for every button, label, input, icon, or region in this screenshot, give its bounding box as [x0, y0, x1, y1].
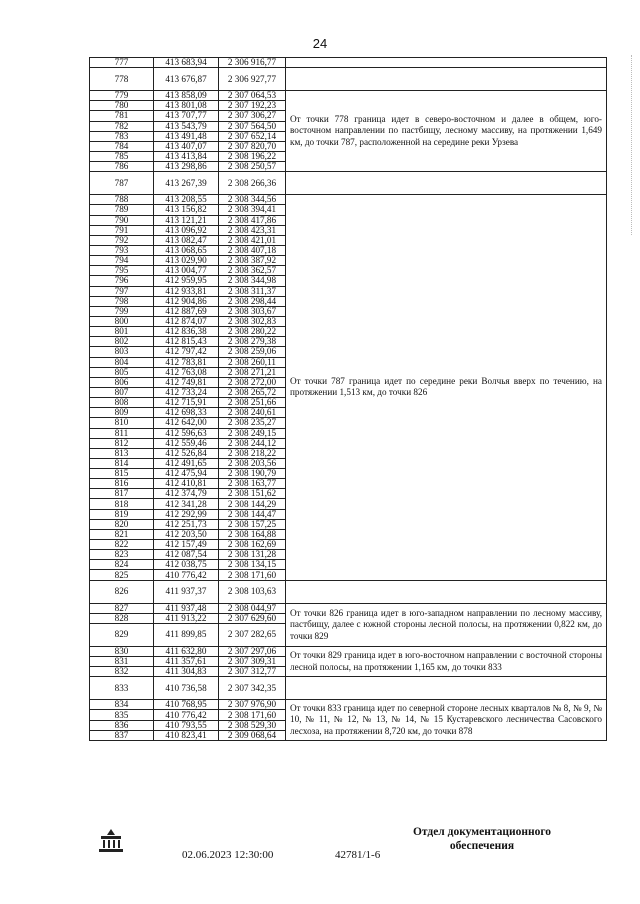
x-coordinate: 413 707,77	[154, 111, 219, 121]
x-coordinate: 410 793,55	[154, 720, 219, 730]
x-coordinate: 412 087,54	[154, 550, 219, 560]
point-number: 819	[90, 509, 154, 519]
point-number: 783	[90, 131, 154, 141]
point-number: 835	[90, 710, 154, 720]
x-coordinate: 413 029,90	[154, 256, 219, 266]
x-coordinate: 411 937,37	[154, 580, 219, 603]
y-coordinate: 2 308 235,27	[219, 418, 286, 428]
point-number: 778	[90, 68, 154, 91]
empty-description-cell	[286, 580, 607, 603]
x-coordinate: 412 874,07	[154, 316, 219, 326]
point-number: 811	[90, 428, 154, 438]
y-coordinate: 2 308 164,88	[219, 529, 286, 539]
point-number: 816	[90, 479, 154, 489]
x-coordinate: 412 157,49	[154, 540, 219, 550]
x-coordinate: 410 776,42	[154, 710, 219, 720]
y-coordinate: 2 308 162,69	[219, 540, 286, 550]
y-coordinate: 2 308 344,56	[219, 195, 286, 205]
y-coordinate: 2 308 259,06	[219, 347, 286, 357]
empty-description-cell	[286, 172, 607, 195]
point-number: 791	[90, 225, 154, 235]
point-number: 786	[90, 162, 154, 172]
point-number: 792	[90, 235, 154, 245]
x-coordinate: 413 156,82	[154, 205, 219, 215]
point-number: 806	[90, 377, 154, 387]
y-coordinate: 2 308 163,77	[219, 479, 286, 489]
table-row	[90, 580, 607, 603]
empty-description-cell	[286, 68, 607, 91]
x-coordinate: 412 698,33	[154, 408, 219, 418]
point-number: 826	[90, 580, 154, 603]
x-coordinate: 410 736,58	[154, 677, 219, 700]
x-coordinate: 412 526,84	[154, 448, 219, 458]
point-number: 798	[90, 296, 154, 306]
x-coordinate: 413 801,08	[154, 101, 219, 111]
x-coordinate: 411 899,85	[154, 623, 219, 646]
y-coordinate: 2 308 417,86	[219, 215, 286, 225]
registration-datetime: 02.06.2023 12:30:00	[182, 849, 274, 861]
point-number: 789	[90, 205, 154, 215]
point-number: 804	[90, 357, 154, 367]
x-coordinate: 413 208,55	[154, 195, 219, 205]
x-coordinate: 412 797,42	[154, 347, 219, 357]
table-row	[90, 68, 607, 91]
point-number: 787	[90, 172, 154, 195]
boundary-description: От точки 833 граница идет по северной стороне лесных кварталов № 8, № 9, № 10, № 11, № 12, № 13, № 14, № 15 Кустаревского лесничества Сасовского лесхоза, на протяжении 8,720 км, до точки 878	[286, 700, 607, 741]
x-coordinate: 412 596,63	[154, 428, 219, 438]
x-coordinate: 411 304,83	[154, 667, 219, 677]
x-coordinate: 411 632,80	[154, 646, 219, 656]
point-number: 834	[90, 700, 154, 710]
x-coordinate: 412 783,81	[154, 357, 219, 367]
y-coordinate: 2 308 302,83	[219, 316, 286, 326]
x-coordinate: 410 776,42	[154, 570, 219, 580]
registration-number: 42781/1-6	[335, 849, 381, 861]
x-coordinate: 412 559,46	[154, 438, 219, 448]
x-coordinate: 412 251,73	[154, 519, 219, 529]
x-coordinate: 412 933,81	[154, 286, 219, 296]
point-number: 797	[90, 286, 154, 296]
x-coordinate: 413 407,07	[154, 141, 219, 151]
x-coordinate: 412 959,95	[154, 276, 219, 286]
y-coordinate: 2 307 306,27	[219, 111, 286, 121]
y-coordinate: 2 307 312,77	[219, 667, 286, 677]
y-coordinate: 2 308 157,25	[219, 519, 286, 529]
table-row	[90, 91, 607, 101]
x-coordinate: 412 491,65	[154, 458, 219, 468]
point-number: 828	[90, 613, 154, 623]
y-coordinate: 2 308 144,29	[219, 499, 286, 509]
table-row	[90, 58, 607, 68]
y-coordinate: 2 308 218,22	[219, 448, 286, 458]
point-number: 813	[90, 448, 154, 458]
y-coordinate: 2 306 927,77	[219, 68, 286, 91]
point-number: 788	[90, 195, 154, 205]
point-number: 807	[90, 387, 154, 397]
y-coordinate: 2 307 309,31	[219, 657, 286, 667]
x-coordinate: 412 203,50	[154, 529, 219, 539]
x-coordinate: 411 357,61	[154, 657, 219, 667]
y-coordinate: 2 308 134,15	[219, 560, 286, 570]
y-coordinate: 2 307 820,70	[219, 141, 286, 151]
table-row	[90, 646, 607, 656]
point-number: 799	[90, 306, 154, 316]
point-number: 829	[90, 623, 154, 646]
y-coordinate: 2 308 190,79	[219, 469, 286, 479]
x-coordinate: 410 823,41	[154, 730, 219, 740]
point-number: 802	[90, 337, 154, 347]
x-coordinate: 413 413,84	[154, 151, 219, 161]
point-number: 814	[90, 458, 154, 468]
point-number: 824	[90, 560, 154, 570]
point-number: 812	[90, 438, 154, 448]
point-number: 785	[90, 151, 154, 161]
point-number: 803	[90, 347, 154, 357]
y-coordinate: 2 308 260,11	[219, 357, 286, 367]
x-coordinate: 412 836,38	[154, 327, 219, 337]
point-number: 817	[90, 489, 154, 499]
x-coordinate: 413 683,94	[154, 58, 219, 68]
point-number: 836	[90, 720, 154, 730]
y-coordinate: 2 308 279,38	[219, 337, 286, 347]
y-coordinate: 2 308 362,57	[219, 266, 286, 276]
x-coordinate: 412 815,43	[154, 337, 219, 347]
y-coordinate: 2 308 280,22	[219, 327, 286, 337]
y-coordinate: 2 308 044,97	[219, 603, 286, 613]
point-number: 801	[90, 327, 154, 337]
x-coordinate: 413 676,87	[154, 68, 219, 91]
point-number: 832	[90, 667, 154, 677]
x-coordinate: 411 937,48	[154, 603, 219, 613]
margin-marks	[631, 55, 636, 235]
y-coordinate: 2 308 303,67	[219, 306, 286, 316]
point-number: 782	[90, 121, 154, 131]
table-row	[90, 195, 607, 205]
x-coordinate: 412 374,79	[154, 489, 219, 499]
point-number: 827	[90, 603, 154, 613]
y-coordinate: 2 308 272,00	[219, 377, 286, 387]
boundary-description: От точки 826 граница идет в юго-западном направлении по лесному массиву, пастбищу, далее с южной стороны лесной полосы, на протяжении 0,822 км, до точки 829	[286, 603, 607, 646]
x-coordinate: 412 904,86	[154, 296, 219, 306]
boundary-description: От точки 829 граница идет в юго-восточном направлении с восточной стороны лесной полосы, на протяжении 1,165 км, до точки 833	[286, 646, 607, 676]
point-number: 808	[90, 398, 154, 408]
x-coordinate: 413 858,09	[154, 91, 219, 101]
point-number: 796	[90, 276, 154, 286]
point-number: 800	[90, 316, 154, 326]
point-number: 810	[90, 418, 154, 428]
empty-description-cell	[286, 58, 607, 68]
y-coordinate: 2 308 251,66	[219, 398, 286, 408]
y-coordinate: 2 308 266,36	[219, 172, 286, 195]
stamp-title: Отдел документационного обеспечения	[412, 826, 552, 852]
y-coordinate: 2 308 387,92	[219, 256, 286, 266]
point-number: 795	[90, 266, 154, 276]
y-coordinate: 2 307 976,90	[219, 700, 286, 710]
x-coordinate: 413 298,86	[154, 162, 219, 172]
y-coordinate: 2 307 064,53	[219, 91, 286, 101]
x-coordinate: 413 543,79	[154, 121, 219, 131]
x-coordinate: 413 082,47	[154, 235, 219, 245]
x-coordinate: 413 267,39	[154, 172, 219, 195]
point-number: 781	[90, 111, 154, 121]
point-number: 820	[90, 519, 154, 529]
table-row	[90, 700, 607, 710]
point-number: 780	[90, 101, 154, 111]
y-coordinate: 2 308 249,15	[219, 428, 286, 438]
y-coordinate: 2 308 240,61	[219, 408, 286, 418]
y-coordinate: 2 308 171,60	[219, 570, 286, 580]
y-coordinate: 2 308 244,12	[219, 438, 286, 448]
point-number: 823	[90, 550, 154, 560]
x-coordinate: 412 749,81	[154, 377, 219, 387]
y-coordinate: 2 308 265,72	[219, 387, 286, 397]
point-number: 837	[90, 730, 154, 740]
x-coordinate: 413 068,65	[154, 245, 219, 255]
y-coordinate: 2 307 564,50	[219, 121, 286, 131]
point-number: 809	[90, 408, 154, 418]
point-number: 784	[90, 141, 154, 151]
footer	[0, 825, 640, 885]
y-coordinate: 2 308 151,62	[219, 489, 286, 499]
x-coordinate: 413 004,77	[154, 266, 219, 276]
y-coordinate: 2 308 529,30	[219, 720, 286, 730]
y-coordinate: 2 308 203,56	[219, 458, 286, 468]
point-number: 830	[90, 646, 154, 656]
point-number: 793	[90, 245, 154, 255]
x-coordinate: 412 733,24	[154, 387, 219, 397]
y-coordinate: 2 307 297,06	[219, 646, 286, 656]
y-coordinate: 2 308 344,98	[219, 276, 286, 286]
point-number: 825	[90, 570, 154, 580]
x-coordinate: 412 410,81	[154, 479, 219, 489]
point-number: 790	[90, 215, 154, 225]
y-coordinate: 2 308 103,63	[219, 580, 286, 603]
point-number: 779	[90, 91, 154, 101]
y-coordinate: 2 308 271,21	[219, 367, 286, 377]
x-coordinate: 411 913,22	[154, 613, 219, 623]
x-coordinate: 412 887,69	[154, 306, 219, 316]
y-coordinate: 2 308 394,41	[219, 205, 286, 215]
table-row	[90, 603, 607, 613]
x-coordinate: 412 038,75	[154, 560, 219, 570]
x-coordinate: 412 341,28	[154, 499, 219, 509]
y-coordinate: 2 308 131,28	[219, 550, 286, 560]
y-coordinate: 2 308 407,18	[219, 245, 286, 255]
y-coordinate: 2 307 192,23	[219, 101, 286, 111]
x-coordinate: 412 763,08	[154, 367, 219, 377]
y-coordinate: 2 308 196,22	[219, 151, 286, 161]
x-coordinate: 413 491,48	[154, 131, 219, 141]
y-coordinate: 2 307 629,60	[219, 613, 286, 623]
y-coordinate: 2 308 421,01	[219, 235, 286, 245]
y-coordinate: 2 308 423,31	[219, 225, 286, 235]
point-number: 815	[90, 469, 154, 479]
point-number: 818	[90, 499, 154, 509]
x-coordinate: 413 121,21	[154, 215, 219, 225]
point-number: 822	[90, 540, 154, 550]
point-number: 805	[90, 367, 154, 377]
point-number: 833	[90, 677, 154, 700]
point-number: 777	[90, 58, 154, 68]
x-coordinate: 412 715,91	[154, 398, 219, 408]
x-coordinate: 412 642,00	[154, 418, 219, 428]
page-number: 24	[312, 36, 328, 51]
boundary-description: От точки 778 граница идет в северо-восточном и далее в общем, юго-восточном направлении по пастбищу, лесному массиву, на протяжении 1,649 км, до точки 787, расположенной на середине реки Урзева	[286, 91, 607, 172]
y-coordinate: 2 306 916,77	[219, 58, 286, 68]
y-coordinate: 2 308 311,37	[219, 286, 286, 296]
coordinates-table	[89, 57, 607, 741]
y-coordinate: 2 308 298,44	[219, 296, 286, 306]
point-number: 794	[90, 256, 154, 266]
point-number: 821	[90, 529, 154, 539]
table-row	[90, 172, 607, 195]
y-coordinate: 2 307 342,35	[219, 677, 286, 700]
y-coordinate: 2 307 282,65	[219, 623, 286, 646]
y-coordinate: 2 308 171,60	[219, 710, 286, 720]
y-coordinate: 2 307 652,14	[219, 131, 286, 141]
y-coordinate: 2 308 144,47	[219, 509, 286, 519]
emblem-icon	[93, 827, 129, 855]
y-coordinate: 2 309 068,64	[219, 730, 286, 740]
table-row	[90, 677, 607, 700]
x-coordinate: 410 768,95	[154, 700, 219, 710]
empty-description-cell	[286, 677, 607, 700]
x-coordinate: 412 475,94	[154, 469, 219, 479]
y-coordinate: 2 308 250,57	[219, 162, 286, 172]
boundary-description: От точки 787 граница идет по середине реки Волчья вверх по течению, на протяжении 1,513 км, до точки 826	[286, 195, 607, 580]
x-coordinate: 412 292,99	[154, 509, 219, 519]
point-number: 831	[90, 657, 154, 667]
x-coordinate: 413 096,92	[154, 225, 219, 235]
